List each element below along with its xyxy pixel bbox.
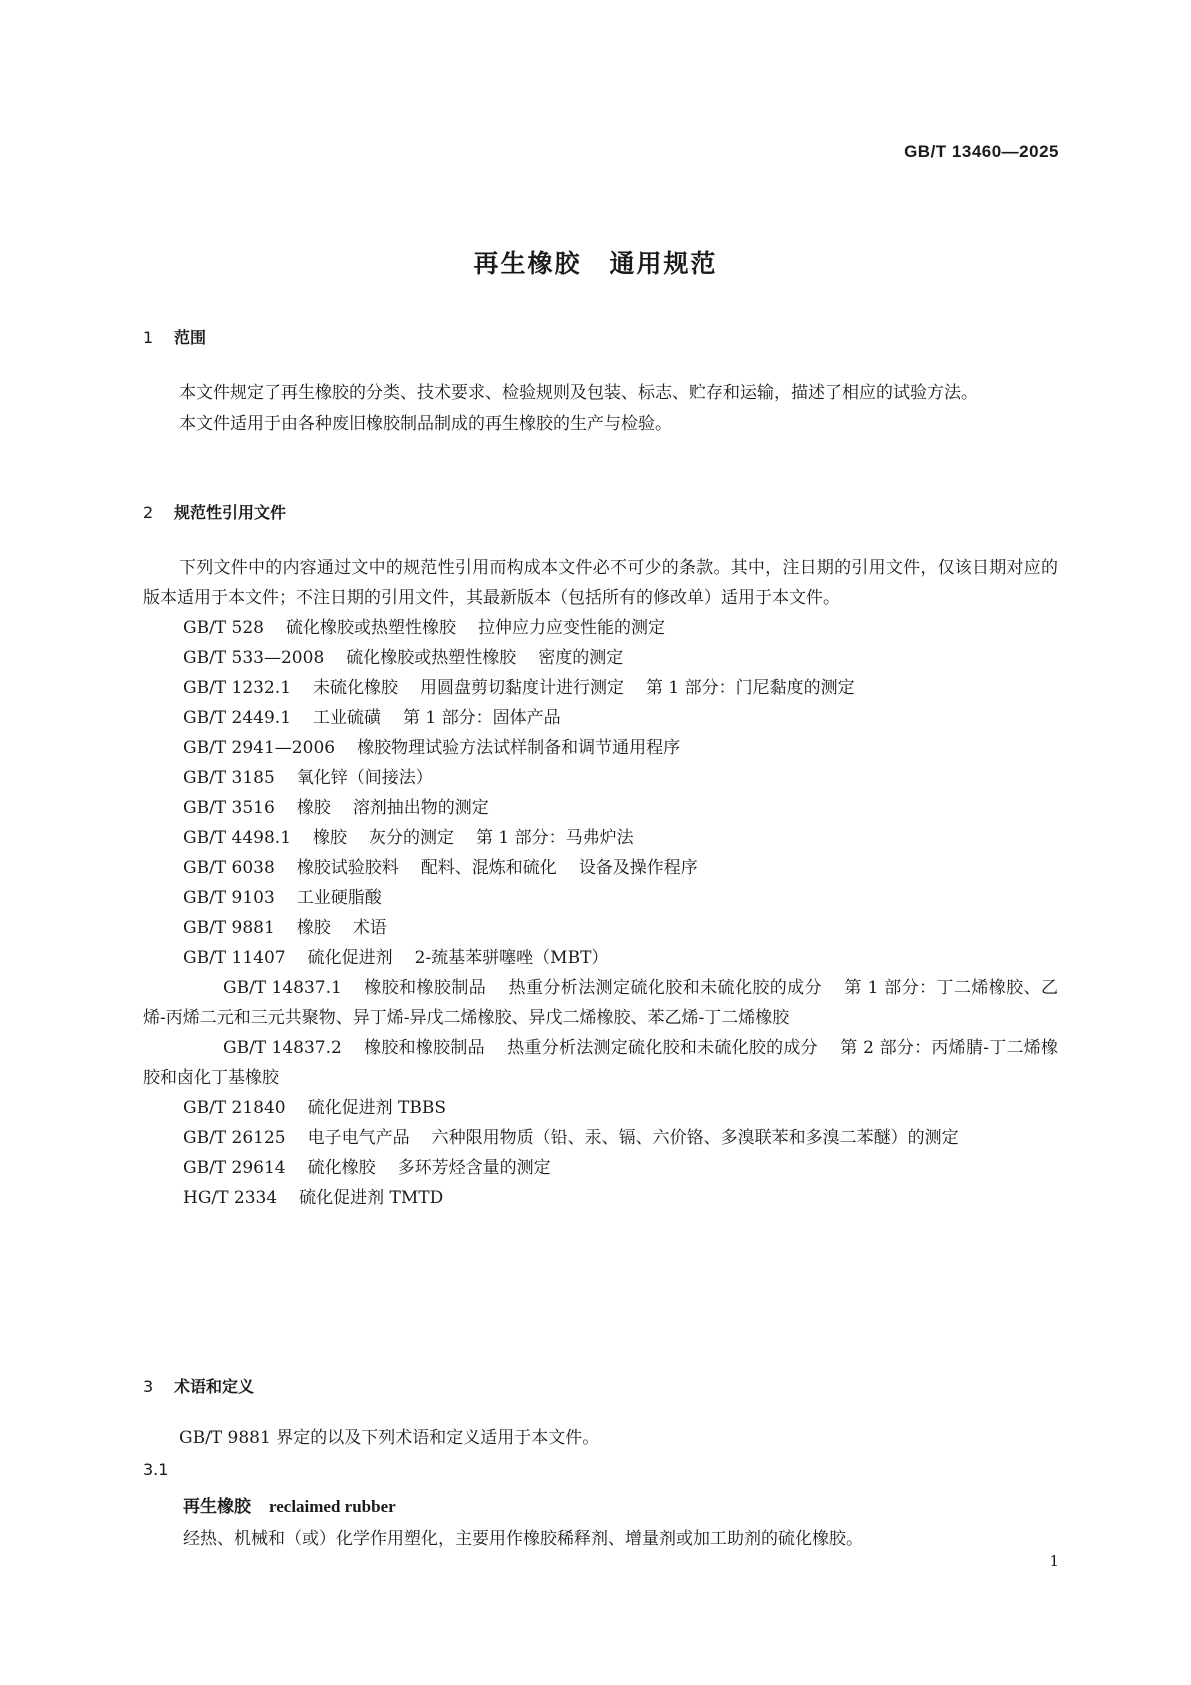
title-part-1: 再生橡胶 <box>473 249 582 278</box>
section-heading-1 <box>143 325 206 348</box>
reference-code: GB/T 14837.1 <box>223 978 342 998</box>
paragraph: 本文件适用于由各种废旧橡胶制品制成的再生橡胶的生产与检验。 <box>179 414 672 434</box>
section-number: 2 <box>143 503 154 522</box>
reference-code: GB/T 3516 <box>183 798 275 818</box>
reference-code: GB/T 9881 <box>183 918 275 938</box>
term-definition: 经热、机械和（或）化学作用塑化，主要用作橡胶稀释剂、增量剂或加工助剂的硫化橡胶。 <box>183 1529 863 1549</box>
section-title: 范围 <box>174 328 207 347</box>
document-title <box>0 244 1191 280</box>
reference-code: GB/T 9103 <box>183 888 275 908</box>
reference-item: GB/T 4498.1 橡胶 灰分的测定 第 1 部分：马弗炉法 <box>143 823 1058 853</box>
section-title: 术语和定义 <box>174 1377 255 1396</box>
title-part-2: 通用规范 <box>609 249 718 278</box>
reference-code: GB/T 533—2008 <box>183 648 325 668</box>
reference-item: GB/T 9881 橡胶 术语 <box>143 913 1058 943</box>
reference-code: GB/T 2941—2006 <box>183 738 336 758</box>
section-1-body <box>143 378 1058 440</box>
term-number: 3.1 <box>143 1460 169 1479</box>
reference-item: GB/T 14837.1 橡胶和橡胶制品 热重分析法测定硫化胶和未硫化胶的成分 第 1 部分：丁二烯橡胶、乙烯-丙烯二元和三元共聚物、异丁烯-异戊二烯橡胶、异戊二烯橡胶、苯乙烯-丁二烯橡胶 <box>143 973 1058 1033</box>
reference-item: GB/T 528 硫化橡胶或热塑性橡胶 拉伸应力应变性能的测定 <box>143 613 1058 643</box>
section-2-body <box>143 553 1058 1213</box>
reference-code: GB/T 528 <box>183 618 264 638</box>
paragraph: GB/T 9881 界定的以及下列术语和定义适用于本文件。 <box>179 1428 600 1448</box>
reference-code: GB/T 11407 <box>183 948 286 968</box>
term-entry <box>183 1492 396 1517</box>
reference-code: GB/T 14837.2 <box>223 1038 342 1058</box>
reference-item: GB/T 3185 氧化锌（间接法） <box>143 763 1058 793</box>
reference-code: GB/T 29614 <box>183 1158 286 1178</box>
reference-code: GB/T 6038 <box>183 858 275 878</box>
reference-item: GB/T 1232.1 未硫化橡胶 用圆盘剪切黏度计进行测定 第 1 部分：门尼黏度的测定 <box>143 673 1058 703</box>
standard-number: GB/T 13460—2025 <box>904 142 1059 161</box>
section-heading-2 <box>143 500 286 523</box>
reference-code: GB/T 26125 <box>183 1128 286 1148</box>
paragraph: 本文件规定了再生橡胶的分类、技术要求、检验规则及包装、标志、贮存和运输，描述了相应的试验方法。 <box>179 383 978 403</box>
section-heading-3 <box>143 1374 254 1397</box>
paragraph: 下列文件中的内容通过文中的规范性引用而构成本文件必不可少的条款。其中，注日期的引用文件，仅该日期对应的版本适用于本文件；不注日期的引用文件，其最新版本（包括所有的修改单）适用于本文件。 <box>143 558 1058 608</box>
reference-code: GB/T 21840 <box>183 1098 286 1118</box>
reference-item: GB/T 29614 硫化橡胶 多环芳烃含量的测定 <box>143 1153 1058 1183</box>
reference-item: GB/T 9103 工业硬脂酸 <box>143 883 1058 913</box>
term-name-en: reclaimed rubber <box>269 1497 396 1516</box>
reference-code: HG/T 2334 <box>183 1188 278 1208</box>
reference-item: GB/T 21840 硫化促进剂 TBBS <box>143 1093 1058 1123</box>
reference-code: GB/T 4498.1 <box>183 828 292 848</box>
section-title: 规范性引用文件 <box>174 503 287 522</box>
reference-item: GB/T 6038 橡胶试验胶料 配料、混炼和硫化 设备及操作程序 <box>143 853 1058 883</box>
section-number: 1 <box>143 328 154 347</box>
reference-item: GB/T 533—2008 硫化橡胶或热塑性橡胶 密度的测定 <box>143 643 1058 673</box>
reference-item: GB/T 14837.2 橡胶和橡胶制品 热重分析法测定硫化胶和未硫化胶的成分 第 2 部分：丙烯腈-丁二烯橡胶和卤化丁基橡胶 <box>143 1033 1058 1093</box>
reference-code: GB/T 1232.1 <box>183 678 292 698</box>
reference-item: HG/T 2334 硫化促进剂 TMTD <box>143 1183 1058 1213</box>
term-name-cn: 再生橡胶 <box>183 1497 251 1517</box>
reference-code: GB/T 3185 <box>183 768 275 788</box>
section-number: 3 <box>143 1377 154 1396</box>
section-3-body <box>143 1423 1058 1454</box>
reference-item: GB/T 2941—2006 橡胶物理试验方法试样制备和调节通用程序 <box>143 733 1058 763</box>
reference-item: GB/T 11407 硫化促进剂 2-巯基苯骈噻唑（MBT） <box>143 943 1058 973</box>
reference-item: GB/T 2449.1 工业硫磺 第 1 部分：固体产品 <box>143 703 1058 733</box>
page-number: 1 <box>1049 1552 1059 1570</box>
reference-item: GB/T 26125 电子电气产品 六种限用物质（铅、汞、镉、六价铬、多溴联苯和多溴二苯醚）的测定 <box>143 1123 1058 1153</box>
reference-code: GB/T 2449.1 <box>183 708 292 728</box>
reference-item: GB/T 3516 橡胶 溶剂抽出物的测定 <box>143 793 1058 823</box>
